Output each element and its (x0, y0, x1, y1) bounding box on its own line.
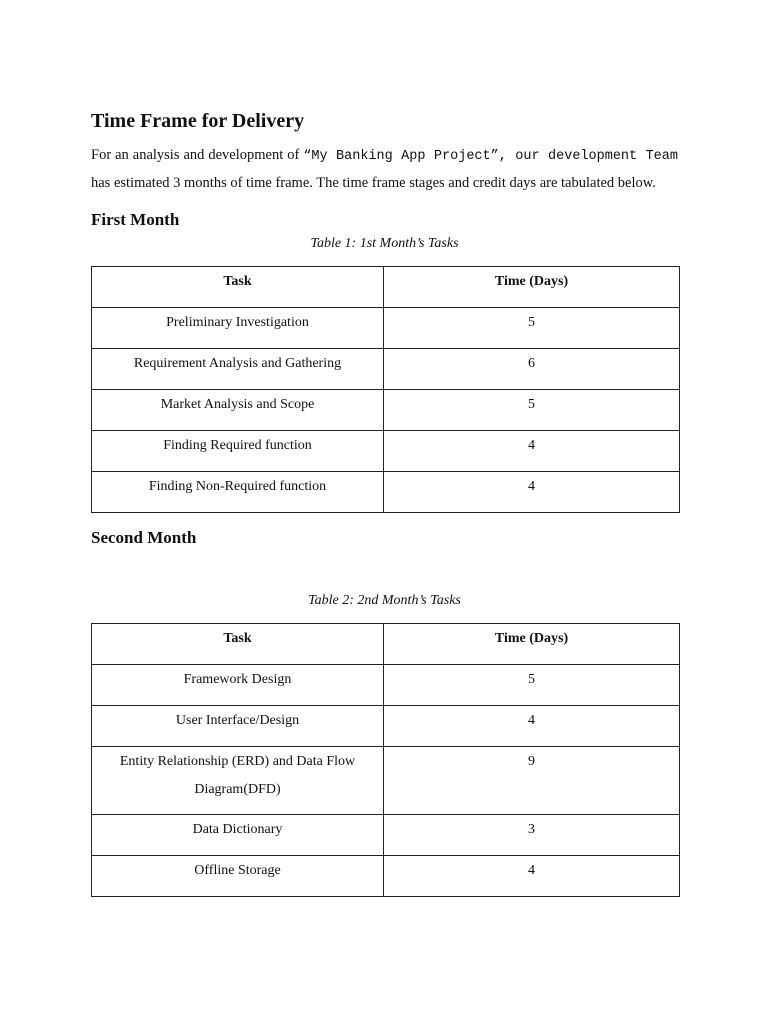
task-cell: Finding Required function (92, 431, 384, 472)
table-row (92, 472, 680, 513)
time-cell: 4 (384, 472, 680, 513)
table-header-row (92, 267, 680, 308)
column-header-task: Task (92, 624, 384, 665)
time-cell: 6 (384, 349, 680, 390)
task-cell: Framework Design (92, 665, 384, 706)
intro-paragraph (91, 142, 678, 196)
intro-text-end: has estimated 3 months of time frame. The time frame stages and credit days are tabulated below. (91, 175, 656, 191)
table-row (92, 815, 680, 856)
time-cell: 5 (384, 308, 680, 349)
table-row (92, 431, 680, 472)
task-cell: Finding Non-Required function (92, 472, 384, 513)
tasks-table-1 (91, 266, 680, 513)
table-caption-1: Table 1: 1st Month’s Tasks (310, 236, 459, 251)
time-cell: 9 (384, 747, 680, 815)
section-title-first-month: First Month (91, 210, 180, 229)
column-header-time: Time (Days) (384, 267, 680, 308)
time-cell: 4 (384, 431, 680, 472)
table-caption-2: Table 2: 2nd Month’s Tasks (308, 593, 461, 608)
table-row (92, 349, 680, 390)
table-row (92, 665, 680, 706)
time-cell: 4 (384, 706, 680, 747)
task-cell: Market Analysis and Scope (92, 390, 384, 431)
task-cell: Requirement Analysis and Gathering (92, 349, 384, 390)
time-cell: 5 (384, 390, 680, 431)
table-row (92, 856, 680, 897)
column-header-time: Time (Days) (384, 624, 680, 665)
task-cell: Entity Relationship (ERD) and Data Flow Diagram(DFD) (92, 747, 384, 815)
intro-text-start: For an analysis and development of (91, 147, 304, 163)
table-row (92, 706, 680, 747)
task-cell: User Interface/Design (92, 706, 384, 747)
task-cell: Preliminary Investigation (92, 308, 384, 349)
section-title-second-month: Second Month (91, 528, 197, 547)
project-name: “My Banking App Project”, our development Team (303, 149, 678, 164)
table-row (92, 308, 680, 349)
page-title: Time Frame for Delivery (91, 110, 305, 132)
time-cell: 4 (384, 856, 680, 897)
task-cell: Data Dictionary (92, 815, 384, 856)
table-row (92, 747, 680, 815)
tasks-table-2 (91, 623, 680, 897)
time-cell: 5 (384, 665, 680, 706)
task-cell: Offline Storage (92, 856, 384, 897)
table-row (92, 390, 680, 431)
time-cell: 3 (384, 815, 680, 856)
column-header-task: Task (92, 267, 384, 308)
table-header-row (92, 624, 680, 665)
